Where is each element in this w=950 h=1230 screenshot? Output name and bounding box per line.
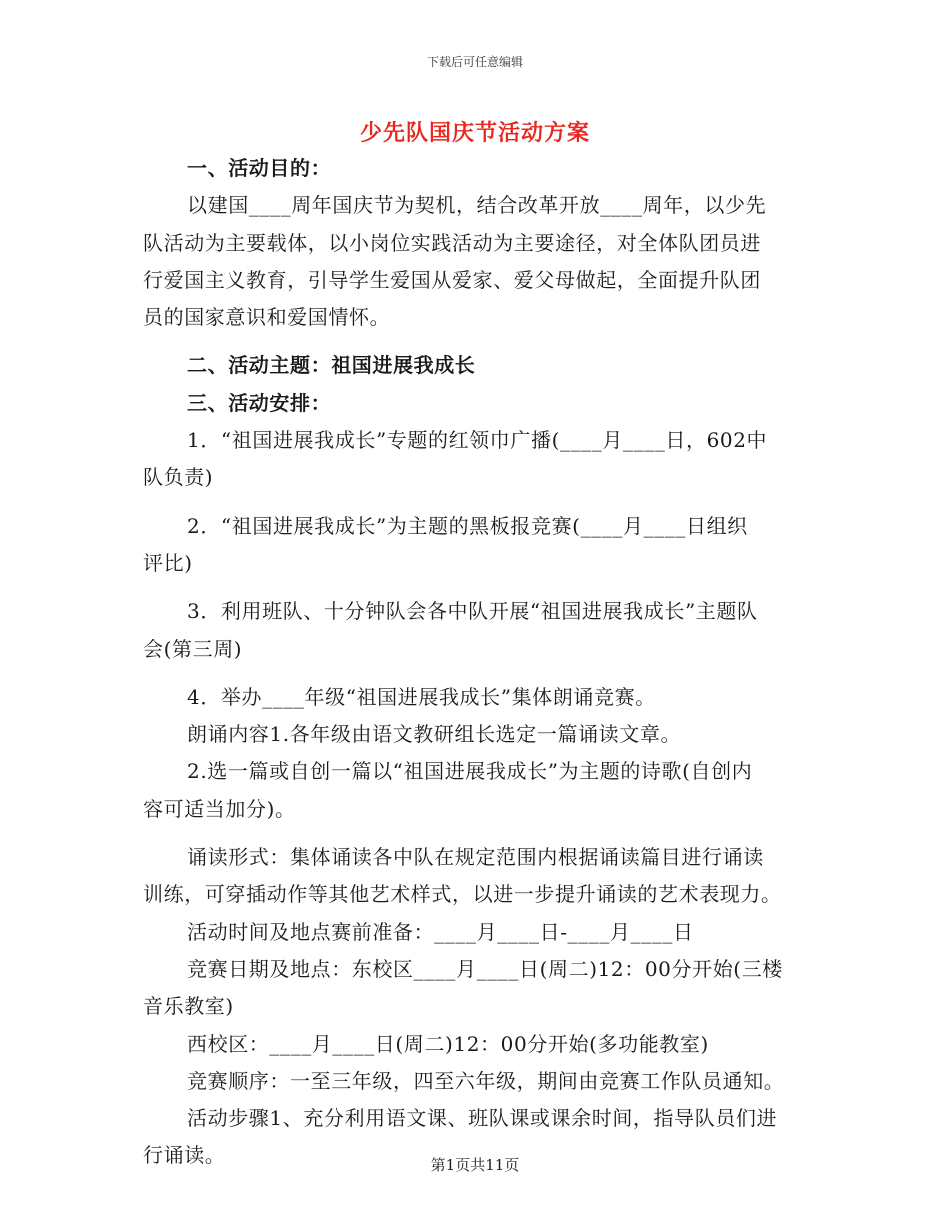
section-heading: 三、活动安排： (187, 390, 332, 415)
body-text-line: 队负责) (143, 465, 214, 490)
body-text-line: 音乐教室) (143, 994, 234, 1019)
body-text-line: 西校区：____月____日(周二)12：00分开始(多功能教室) (187, 1031, 709, 1056)
body-text-line: 1．“祖国进展我成长”专题的红领巾广播(____月____日，602中 (187, 428, 768, 453)
body-text-line: 诵读形式：集体诵读各中队在规定范围内根据诵读篇目进行诵读 (187, 845, 764, 870)
body-text-line: 员的国家意识和爱国情怀。 (143, 305, 391, 330)
body-text-line: 训练，可穿插动作等其他艺术样式，以进一步提升诵读的艺术表现力。 (143, 882, 782, 907)
body-text-line: 评比) (143, 550, 193, 575)
body-text-line: 容可适当加分)。 (143, 796, 296, 821)
body-text-line: 会(第三周) (143, 636, 243, 661)
section-heading: 一、活动目的： (187, 156, 332, 180)
body-text-line: 竞赛日期及地点：东校区____月____日(周二)12：00分开始(三楼 (187, 956, 783, 981)
section-heading: 二、活动主题：祖国进展我成长 (187, 353, 476, 378)
document-title: 少先队国庆节活动方案 (359, 120, 590, 146)
body-text-line: 队活动为主要载体，以小岗位实践活动为主要途径，对全体队团员进 (143, 230, 761, 255)
body-text-line: 2.选一篇或自创一篇以“祖国进展我成长”为主题的诗歌(自创内 (187, 759, 753, 784)
header-note: 下载后可任意编辑 (426, 55, 523, 69)
body-text-line: 以建国____周年国庆节为契机，结合改革开放____周年，以少先 (187, 193, 767, 218)
page-footer: 第1页共11页 (430, 1156, 520, 1174)
body-text-line: 朗诵内容1.各年级由语文教研组长选定一篇诵读文章。 (187, 722, 682, 747)
body-text-line: 活动时间及地点赛前准备：____月____日-____月____日 (187, 919, 694, 944)
body-text-line: 行爱国主义教育，引导学生爱国从爱家、爱父母做起，全面提升队团 (143, 267, 761, 292)
body-text-line: 活动步骤1、充分利用语文课、班队课或课余时间，指导队员们进 (187, 1106, 778, 1131)
body-text-line: 4．举办____年级“祖国进展我成长”集体朗诵竞赛。 (187, 684, 656, 709)
body-text-line: 3．利用班队、十分钟队会各中队开展“祖国进展我成长”主题队 (187, 599, 758, 624)
body-text-line: 竞赛顺序：一至三年级，四至六年级，期间由竞赛工作队员通知。 (187, 1068, 785, 1093)
body-text-line: 行诵读。 (143, 1143, 226, 1168)
document-body (143, 150, 813, 1175)
body-text-line: 2．“祖国进展我成长”为主题的黑板报竞赛(____月____日组织 (187, 513, 748, 538)
